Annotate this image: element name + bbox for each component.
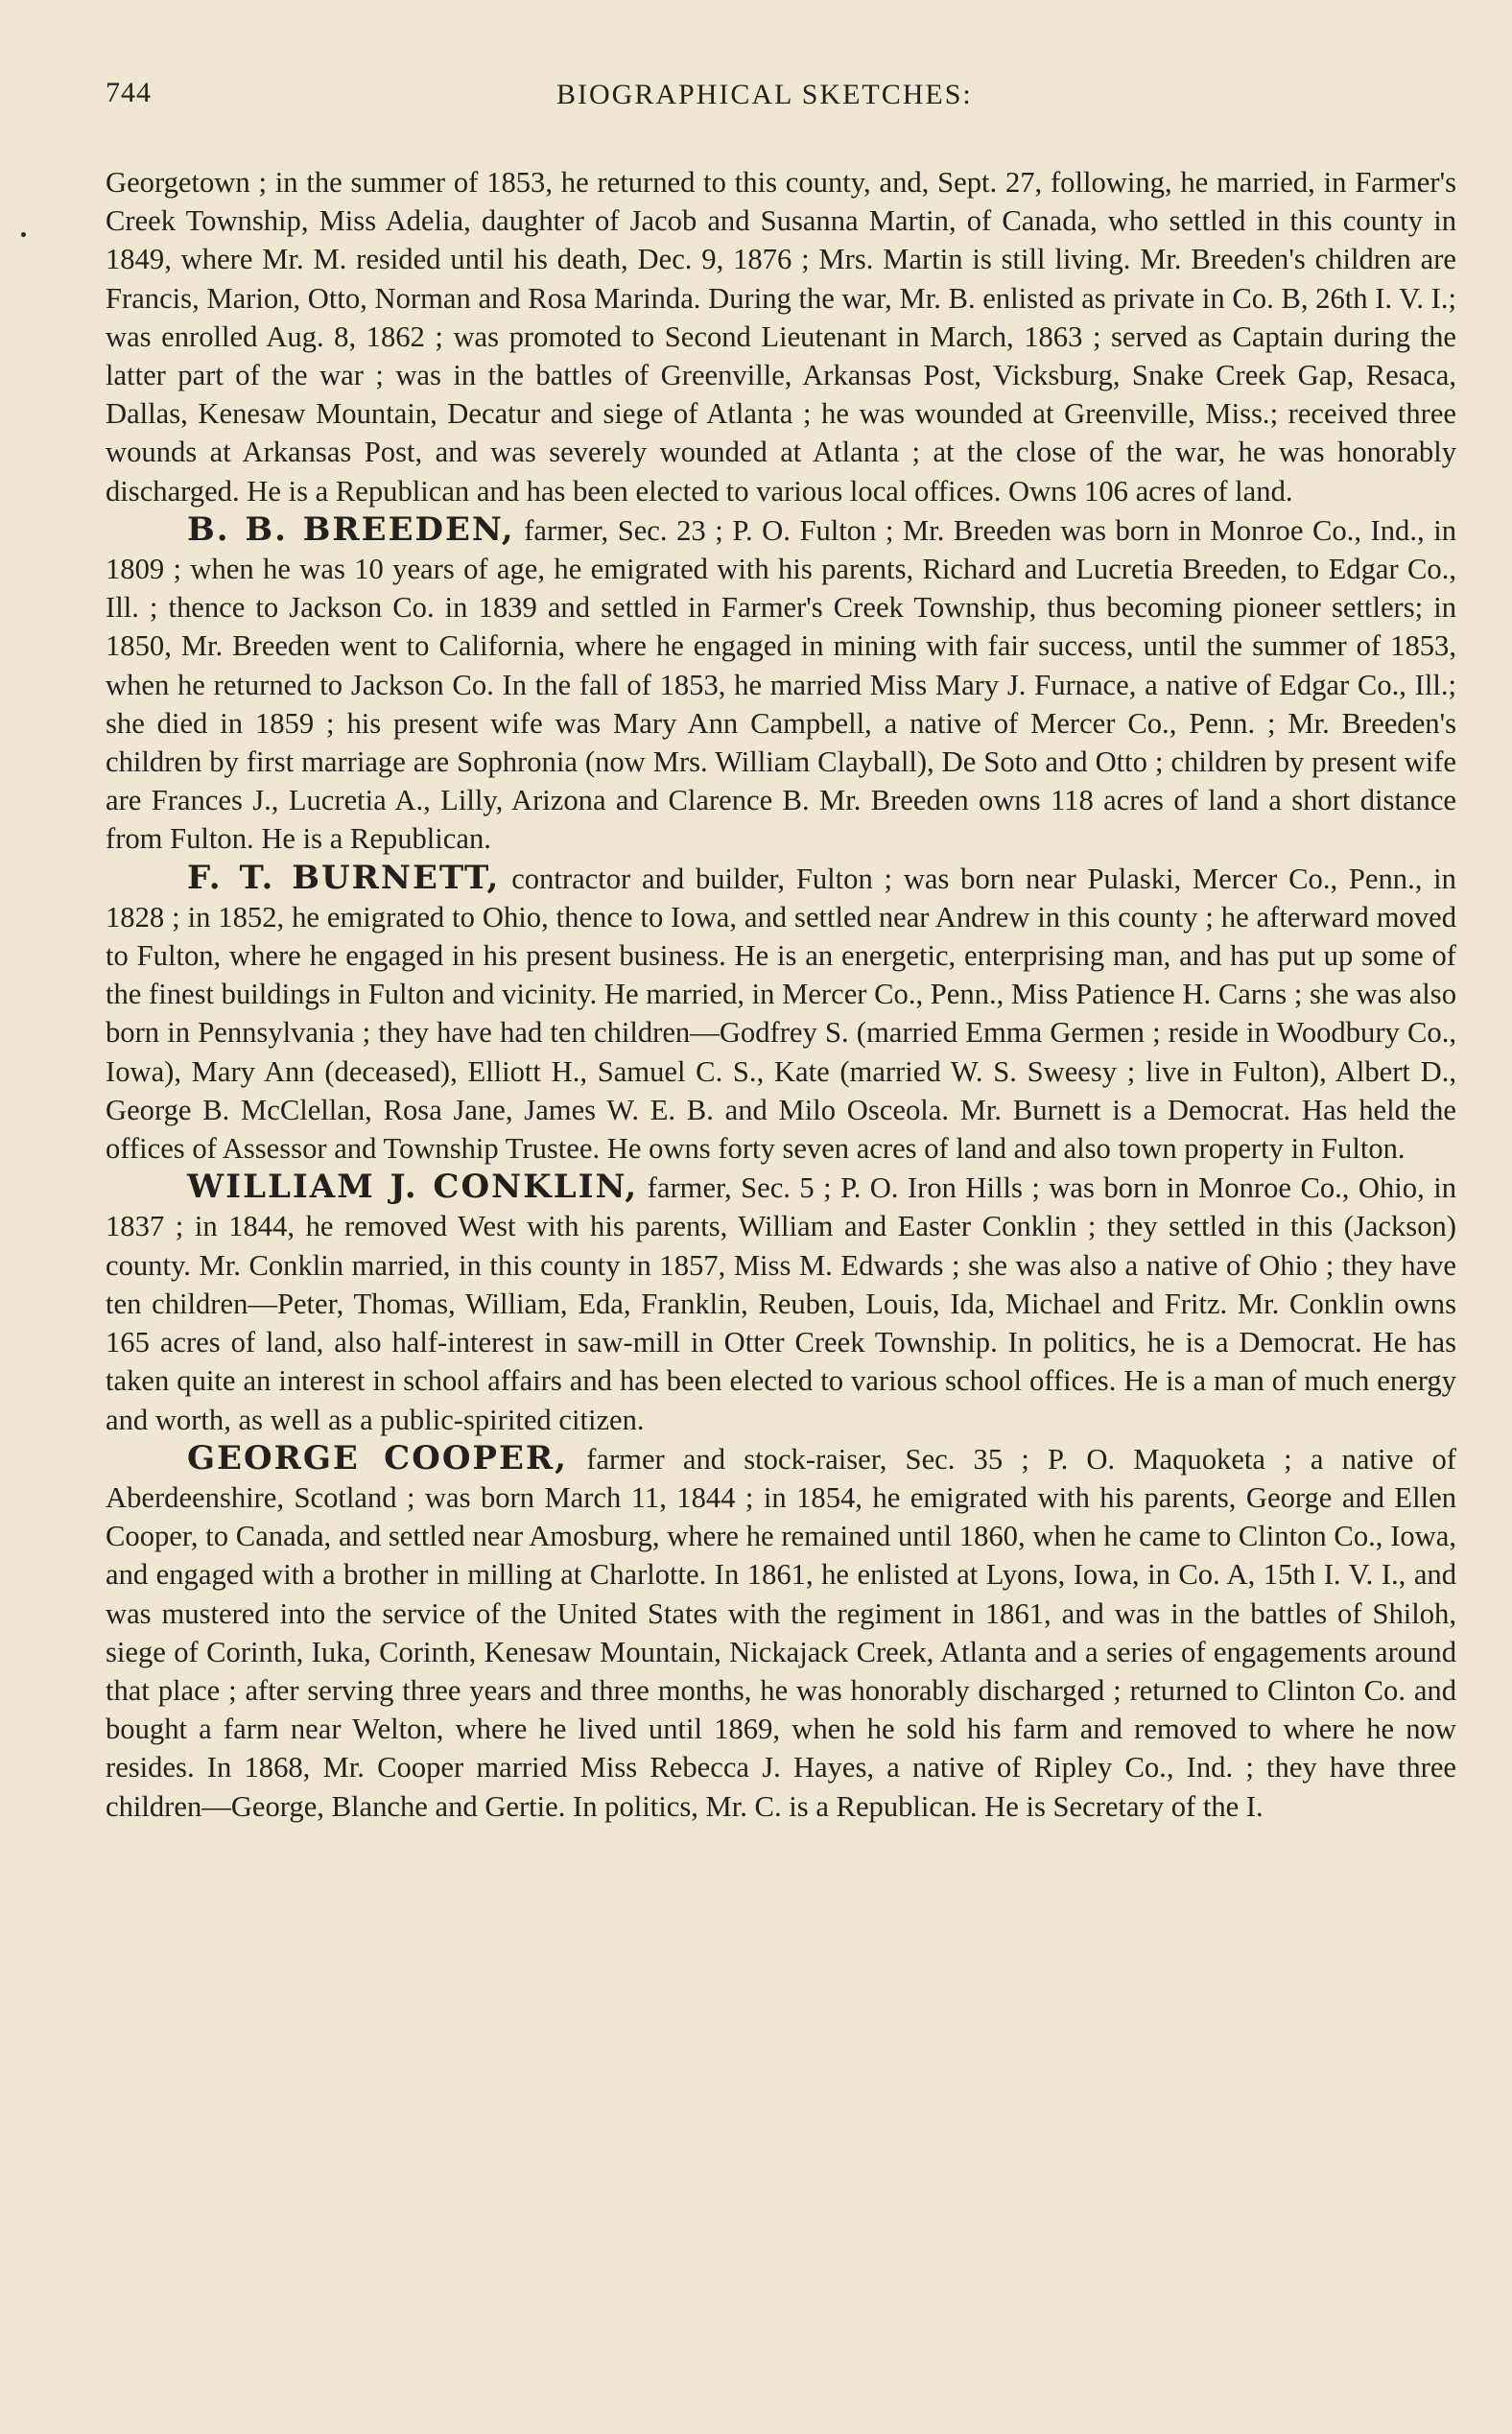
body-text <box>106 163 1456 1826</box>
entry-text: farmer, Sec. 5 ; P. O. Iron Hills ; was born in Monroe Co., Ohio, in 1837 ; in 1844, he removed West with his parents, William and Easter Conklin ; they settled in this (Jackson) county. Mr. Conklin married, in this county in 1857, Miss M. Edwards ; she was also a native of Ohio ; they have ten children—Peter, Thomas, William, Eda, Franklin, Reuben, Louis, Ida, Michael and Fritz. Mr. Conklin owns 165 acres of land, also half-interest in saw-mill in Otter Creek Township. In politics, he is a Democrat. He has taken quite an interest in school affairs and has been elected to various school offices. He is a man of much energy and worth, as well as a public-spirited citizen. <box>106 1171 1456 1436</box>
entry-burnett <box>106 859 1456 1169</box>
entry-name: WILLIAM J. CONKLIN, <box>187 1168 639 1207</box>
running-title: BIOGRAPHICAL SKETCHES: <box>556 79 973 110</box>
continuation-paragraph: Georgetown ; in the summer of 1853, he returned to this county, and, Sept. 27, following, he married, in Farmer's Creek Township, Miss Adelia, daughter of Jacob and Susanna Martin, of Canada, who settled in this county in 1849, where Mr. M. resided until his death, Dec. 9, 1876 ; Mrs. Martin is still living. Mr. Breeden's children are Francis, Marion, Otto, Norman and Rosa Marinda. During the war, Mr. B. enlisted as private in Co. B, 26th I. V. I.; was enrolled Aug. 8, 1862 ; was promoted to Second Lieutenant in March, 1863 ; served as Captain during the latter part of the war ; was in the battles of Greenville, Arkansas Post, Vicksburg, Snake Creek Gap, Resaca, Dallas, Kenesaw Mountain, Decatur and siege of Atlanta ; he was wounded at Greenville, Miss.; received three wounds at Arkansas Post, and was severely wounded at Atlanta ; at the close of the war, he was honorably discharged. He is a Republican and has been elected to various local offices. Owns 106 acres of land. <box>106 166 1456 508</box>
entry-conklin <box>106 1168 1456 1438</box>
entry-name: GEORGE COOPER, <box>187 1438 569 1477</box>
running-head <box>106 67 1456 125</box>
entry-text: contractor and builder, Fulton ; was born near Pulaski, Mercer Co., Penn., in 1828 ; in 1852, he emigrated to Ohio, thence to Iowa, and settled near Andrew in this county ; he afterward moved to Fulton, where he engaged in his present business. He is an energetic, enterprising man, and has put up some of the finest buildings in Fulton and vicinity. He married, in Mercer Co., Penn., Miss Patience H. Carns ; she was also born in Pennsylvania ; they have had ten children—Godfrey S. (married Emma Germen ; reside in Woodbury Co., Iowa), Mary Ann (deceased), Elliott H., Samuel C. S., Kate (married W. S. Sweesy ; live in Fulton), Albert D., George B. McClellan, Rosa Jane, James W. E. B. and Milo Osceola. Mr. Burnett is a Democrat. Has held the offices of Assessor and Township Trustee. He owns forty seven acres of land and also town property in Fulton. <box>106 862 1456 1166</box>
entry-cooper <box>106 1439 1456 1826</box>
page-number: 744 <box>106 77 152 108</box>
margin-mark <box>21 232 26 237</box>
entry-name: F. T. BURNETT, <box>187 858 501 897</box>
entry-text: farmer, Sec. 23 ; P. O. Fulton ; Mr. Breeden was born in Monroe Co., Ind., in 1809 ; when he was 10 years of age, he emigrated with his parents, Richard and Lucretia Breeden, to Edgar Co., Ill. ; thence to Jackson Co. in 1839 and settled in Farmer's Creek Township, thus becoming pioneer settlers; in 1850, Mr. Breeden went to California, where he engaged in mining with fair success, until the summer of 1853, when he returned to Jackson Co. In the fall of 1853, he married Miss Mary J. Furnace, a native of Edgar Co., Ill.; she died in 1859 ; his present wife was Mary Ann Campbell, a native of Mercer Co., Penn. ; Mr. Breeden's children by first marriage are Sophronia (now Mrs. William Clayball), De Soto and Otto ; children by present wife are Frances J., Lucretia A., Lilly, Arizona and Clarence B. Mr. Breeden owns 118 acres of land a short distance from Fulton. He is a Republican. <box>106 513 1456 856</box>
entry-name: B. B. BREEDEN, <box>187 509 515 549</box>
entry-text: farmer and stock-raiser, Sec. 35 ; P. O. Maquoketa ; a native of Aberdeenshire, Scotland ; was born March 11, 1844 ; in 1854, he emigrated with his parents, George and Ellen Cooper, to Canada, and settled near Amosburg, where he remained until 1860, when he came to Clinton Co., Iowa, and engaged with a brother in milling at Charlotte. In 1861, he enlisted at Lyons, Iowa, in Co. A, 15th I. V. I., and was mustered into the service of the United States with the regiment in 1861, and was in the battles of Shiloh, siege of Corinth, Iuka, Corinth, Kenesaw Mountain, Nickajack Creek, Atlanta and a series of engagements around that place ; after serving three years and three months, he was honorably discharged ; returned to Clinton Co. and bought a farm near Welton, where he lived until 1869, when he sold his farm and removed to where he now resides. In 1868, Mr. Cooper married Miss Rebecca J. Hayes, a native of Ripley Co., Ind. ; they have three children—George, Blanche and Gertie. In politics, Mr. C. is a Republican. He is Secretary of the I. <box>106 1442 1456 1823</box>
entry-breeden <box>106 510 1456 859</box>
